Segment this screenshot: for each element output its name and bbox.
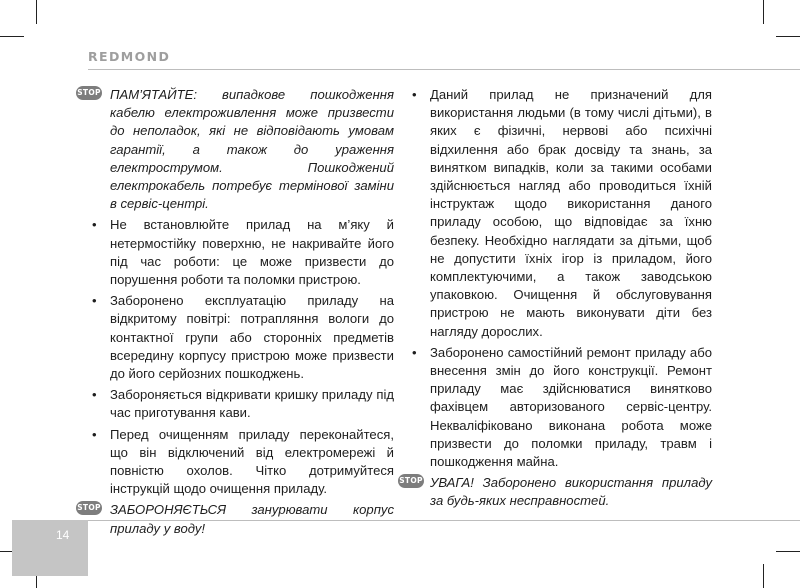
bullet-item — [88, 216, 394, 289]
footer-divider — [88, 520, 800, 521]
crop-mark — [0, 36, 24, 37]
bullet-item — [408, 86, 712, 341]
stop-icon: STOP — [76, 86, 102, 100]
paragraph-text: Заборонено самостійний ремонт приладу або внесення змін до його конструкції. Ремонт приладу має здійснюватися винятково фахівцем авторизованого сервіс-центру. Некваліфіковано виконана робота може призвести до поломки приладу, травм і пошкодження майна. — [430, 344, 712, 470]
bullet-icon: • — [92, 387, 97, 403]
crop-mark — [36, 0, 37, 24]
paragraph-text: УВАГА! Заборонено використання приладу за будь-яких несправностей. — [430, 475, 712, 509]
stop-icon: STOP — [76, 501, 102, 515]
left-column — [77, 86, 394, 541]
warning-paragraph — [77, 86, 394, 213]
bullet-item — [88, 426, 394, 499]
brand-logo: REDMOND — [88, 49, 171, 64]
paragraph-text: Забороняється відкривати кришку приладу під час приготування кави. — [110, 387, 394, 421]
crop-mark — [776, 551, 800, 552]
paragraph-text: ПАМ’ЯТАЙТЕ: випадкове пошкодження кабелю електроживлення може призвести до неполадок, які не відповідають умовам гарантії, а також до ураження електрострумом. Пошкоджений електрокабель потребує термінової заміни в сервіс-центрі. — [110, 87, 394, 212]
page-number: 14 — [56, 528, 70, 542]
bullet-icon: • — [92, 293, 97, 309]
warning-paragraph — [399, 474, 712, 510]
bullet-icon: • — [92, 426, 97, 442]
right-column — [399, 86, 712, 514]
bullet-icon: • — [92, 217, 97, 233]
bullet-icon: • — [412, 87, 417, 102]
crop-mark — [763, 0, 764, 24]
crop-mark — [763, 564, 764, 588]
bullet-icon: • — [412, 344, 417, 360]
paragraph-text: Перед очищенням приладу переконайтеся, що він відключений від електромережі й повністю охолов. Чітко дотримуйтеся інструкцій щодо очищення приладу. — [110, 426, 394, 497]
header-divider — [88, 69, 800, 70]
bullet-item — [88, 386, 394, 422]
paragraph-text: Заборонено експлуатацію приладу на відкритому повітрі: потрапляння вологи до контактної групи або сторонніх предметів всередину корпусу пристрою може призвести до його серйозних пошкоджень. — [110, 293, 394, 382]
crop-mark — [776, 36, 800, 37]
paragraph-text: Не встановлюйте прилад на м’яку й нетермостійку поверхню, не накривайте його під час роботи: це може призвести до порушення роботи та поломки пристрою. — [110, 217, 394, 288]
bullet-item — [408, 344, 712, 471]
paragraph-text: Даний прилад не призначений для використання людьми (в тому числі дітьми), в яких є фізичні, нервові або психічні відхилення або брак досвіду та знань, за винятком випадків, коли за такими особами здійснюється нагляд або проводиться їхній інструктаж щодо використання даного приладу особою, що відповідає за їхню безпеку. Необхідно наглядати за дітьми, щоб не допустити їхніх ігор із приладом, його комплектуючими, а також заводською упаковкою. Очищення й обслуговування пристрою не мають виконувати діти без нагляду дорослих. — [430, 87, 712, 339]
bullet-item — [88, 292, 394, 383]
page-number-box — [12, 520, 88, 576]
stop-icon: STOP — [398, 474, 424, 488]
paragraph-text: ЗАБОРОНЯЄТЬСЯ занурювати корпус приладу у воду! — [110, 502, 394, 536]
